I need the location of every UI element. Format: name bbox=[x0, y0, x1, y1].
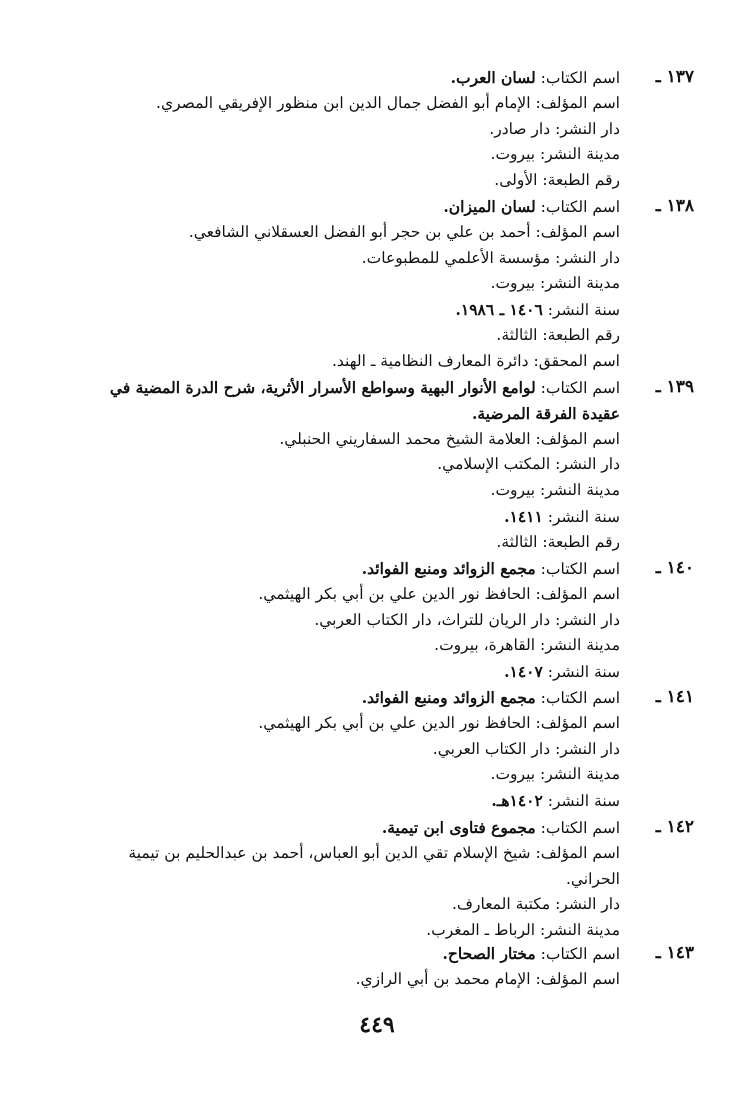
field-label: اسم الكتاب: bbox=[540, 69, 620, 87]
field-label: رقم الطبعة: bbox=[542, 171, 620, 190]
publisher-line bbox=[64, 892, 620, 918]
edition-value: الأولى. bbox=[494, 171, 538, 190]
book-title: مجمع الزوائد ومنبع الفوائد. bbox=[361, 559, 536, 578]
entry-number: ١٣٩ ـ bbox=[655, 377, 694, 397]
field-label: سنة النشر: bbox=[547, 301, 620, 320]
edition-line bbox=[64, 168, 620, 194]
book-title-line bbox=[64, 65, 620, 91]
book-title-line bbox=[64, 556, 620, 582]
field-label: اسم الكتاب: bbox=[540, 689, 620, 707]
city-value: بيروت. bbox=[490, 765, 536, 784]
publisher-line bbox=[64, 117, 620, 143]
book-title: لسان الميزان. bbox=[443, 197, 536, 216]
field-label: اسم الكتاب: bbox=[540, 198, 620, 216]
field-label: مدينة النشر: bbox=[540, 274, 620, 293]
city-line bbox=[64, 478, 620, 504]
field-label: دار النشر: bbox=[555, 119, 620, 138]
entry-number: ١٤١ ـ bbox=[655, 687, 694, 707]
city-line bbox=[64, 142, 620, 168]
field-label: مدينة النشر: bbox=[540, 921, 620, 940]
edition-value: الثالثة. bbox=[496, 325, 538, 344]
field-label: مدينة النشر: bbox=[540, 765, 620, 784]
field-label: اسم المؤلف: bbox=[535, 222, 620, 241]
author-line bbox=[64, 91, 620, 117]
publisher-value: المكتب الإسلامي. bbox=[437, 455, 551, 474]
book-title-continuation bbox=[64, 401, 620, 427]
book-title: مجمع الزوائد ومنبع الفوائد. bbox=[361, 688, 536, 707]
author-value: العلامة الشيخ محمد السفاريني الحنبلي. bbox=[279, 429, 531, 448]
author-line bbox=[64, 582, 620, 608]
book-title-line bbox=[64, 194, 620, 220]
book-title: مجموع فتاوى ابن تيمية. bbox=[381, 818, 536, 837]
field-label: سنة النشر: bbox=[547, 663, 620, 682]
publisher-value: مكتبة المعارف. bbox=[452, 895, 551, 914]
author-value: أحمد بن علي بن حجر أبو الفضل العسقلاني الشافعي. bbox=[188, 222, 531, 241]
entry-number: ١٣٧ ـ bbox=[655, 67, 694, 87]
entry-number: ١٤٠ ـ bbox=[655, 558, 694, 578]
field-label: اسم المؤلف: bbox=[535, 584, 620, 603]
city-line bbox=[64, 271, 620, 297]
author-line bbox=[64, 427, 620, 453]
field-label: اسم الكتاب: bbox=[540, 379, 620, 397]
field-label: رقم الطبعة: bbox=[542, 532, 620, 551]
book-title: لسان العرب. bbox=[450, 68, 536, 87]
field-label: دار النشر: bbox=[555, 895, 620, 914]
field-label: اسم المؤلف: bbox=[535, 93, 620, 112]
edition-line bbox=[64, 530, 620, 556]
book-title-cont: عقيدة الفرقة المرضية. bbox=[471, 403, 620, 423]
field-label: سنة النشر: bbox=[547, 792, 620, 811]
city-line bbox=[64, 762, 620, 788]
author-value: الإمام أبو الفضل جمال الدين ابن منظور الإفريقي المصري. bbox=[156, 93, 531, 112]
author-line bbox=[64, 967, 620, 993]
year-value: ١٤٠٧. bbox=[504, 662, 543, 682]
field-label: اسم المؤلف: bbox=[535, 843, 620, 862]
author-value: الحافظ نور الدين علي بن أبي بكر الهيثمي. bbox=[258, 584, 531, 603]
book-title: لوامع الأنوار البهية وسواطع الأسرار الأثرية، شرح الدرة المضية في bbox=[109, 378, 536, 397]
field-label: دار النشر: bbox=[555, 455, 620, 474]
bibliography-entry-142 bbox=[64, 815, 694, 944]
bibliography-entry-139 bbox=[64, 375, 694, 556]
publisher-value: دار صادر. bbox=[489, 119, 551, 138]
field-label: دار النشر: bbox=[555, 610, 620, 629]
field-label: اسم الكتاب: bbox=[540, 819, 620, 837]
year-line bbox=[64, 297, 620, 323]
field-label: مدينة النشر: bbox=[540, 145, 620, 164]
author-line bbox=[64, 220, 620, 246]
city-line bbox=[64, 633, 620, 659]
year-line bbox=[64, 788, 620, 814]
publisher-line bbox=[64, 608, 620, 634]
book-title: مختار الصحاح. bbox=[442, 944, 536, 963]
field-label: اسم المؤلف: bbox=[535, 969, 620, 988]
bibliography-entry-141 bbox=[64, 685, 694, 814]
field-label: دار النشر: bbox=[555, 739, 620, 758]
page-number: ٤٤٩ bbox=[359, 1012, 395, 1038]
publisher-line bbox=[64, 737, 620, 763]
author-value-cont: الحراني. bbox=[565, 869, 620, 888]
author-continuation bbox=[64, 867, 620, 893]
author-value: الإمام محمد بن أبي الرازي. bbox=[355, 969, 531, 988]
city-value: بيروت. bbox=[490, 481, 536, 500]
entry-number: ١٤٣ ـ bbox=[655, 943, 694, 963]
book-title-line bbox=[64, 685, 620, 711]
publisher-value: دار الكتاب العربي. bbox=[432, 739, 551, 758]
entry-number: ١٣٨ ـ bbox=[655, 196, 694, 216]
editor-value: دائرة المعارف النظامية ـ الهند. bbox=[331, 351, 529, 370]
year-value: ١٤٠٦ ـ ١٩٨٦. bbox=[455, 300, 543, 320]
author-line bbox=[64, 711, 620, 737]
publisher-value: مؤسسة الأعلمي للمطبوعات. bbox=[361, 248, 551, 267]
publisher-line bbox=[64, 452, 620, 478]
field-label: اسم الكتاب: bbox=[540, 945, 620, 963]
author-line bbox=[64, 841, 620, 867]
edition-line bbox=[64, 323, 620, 349]
year-value: ١٤١١. bbox=[504, 506, 543, 526]
city-value: بيروت. bbox=[490, 274, 536, 293]
year-value: ١٤٠٢هـ. bbox=[491, 791, 543, 811]
year-line bbox=[64, 504, 620, 530]
publisher-line bbox=[64, 246, 620, 272]
book-title-line bbox=[64, 941, 620, 967]
entry-number: ١٤٢ ـ bbox=[655, 817, 694, 837]
field-label: دار النشر: bbox=[555, 248, 620, 267]
edition-value: الثالثة. bbox=[496, 532, 538, 551]
bibliography-entry-140 bbox=[64, 556, 694, 685]
city-value: الرباط ـ المغرب. bbox=[426, 921, 536, 940]
book-title-line bbox=[64, 815, 620, 841]
field-label: اسم المؤلف: bbox=[535, 713, 620, 732]
bibliography-entry-143 bbox=[64, 941, 694, 993]
bibliography-entry-137 bbox=[64, 65, 694, 194]
year-line bbox=[64, 659, 620, 685]
author-value: الحافظ نور الدين علي بن أبي بكر الهيثمي. bbox=[258, 713, 531, 732]
field-label: سنة النشر: bbox=[547, 507, 620, 526]
field-label: اسم الكتاب: bbox=[540, 560, 620, 578]
city-value: القاهرة، بيروت. bbox=[434, 636, 536, 655]
editor-line bbox=[64, 349, 620, 375]
field-label: مدينة النشر: bbox=[540, 481, 620, 500]
book-title-line bbox=[64, 375, 620, 401]
author-value: شيخ الإسلام تقي الدين أبو العباس، أحمد بن عبدالحليم بن تيمية bbox=[128, 843, 531, 862]
field-label: رقم الطبعة: bbox=[542, 325, 620, 344]
field-label: مدينة النشر: bbox=[540, 636, 620, 655]
city-value: بيروت. bbox=[490, 145, 536, 164]
field-label: اسم المحقق: bbox=[533, 351, 620, 370]
bibliography-entry-138 bbox=[64, 194, 694, 375]
publisher-value: دار الريان للتراث، دار الكتاب العربي. bbox=[314, 610, 551, 629]
field-label: اسم المؤلف: bbox=[535, 429, 620, 448]
